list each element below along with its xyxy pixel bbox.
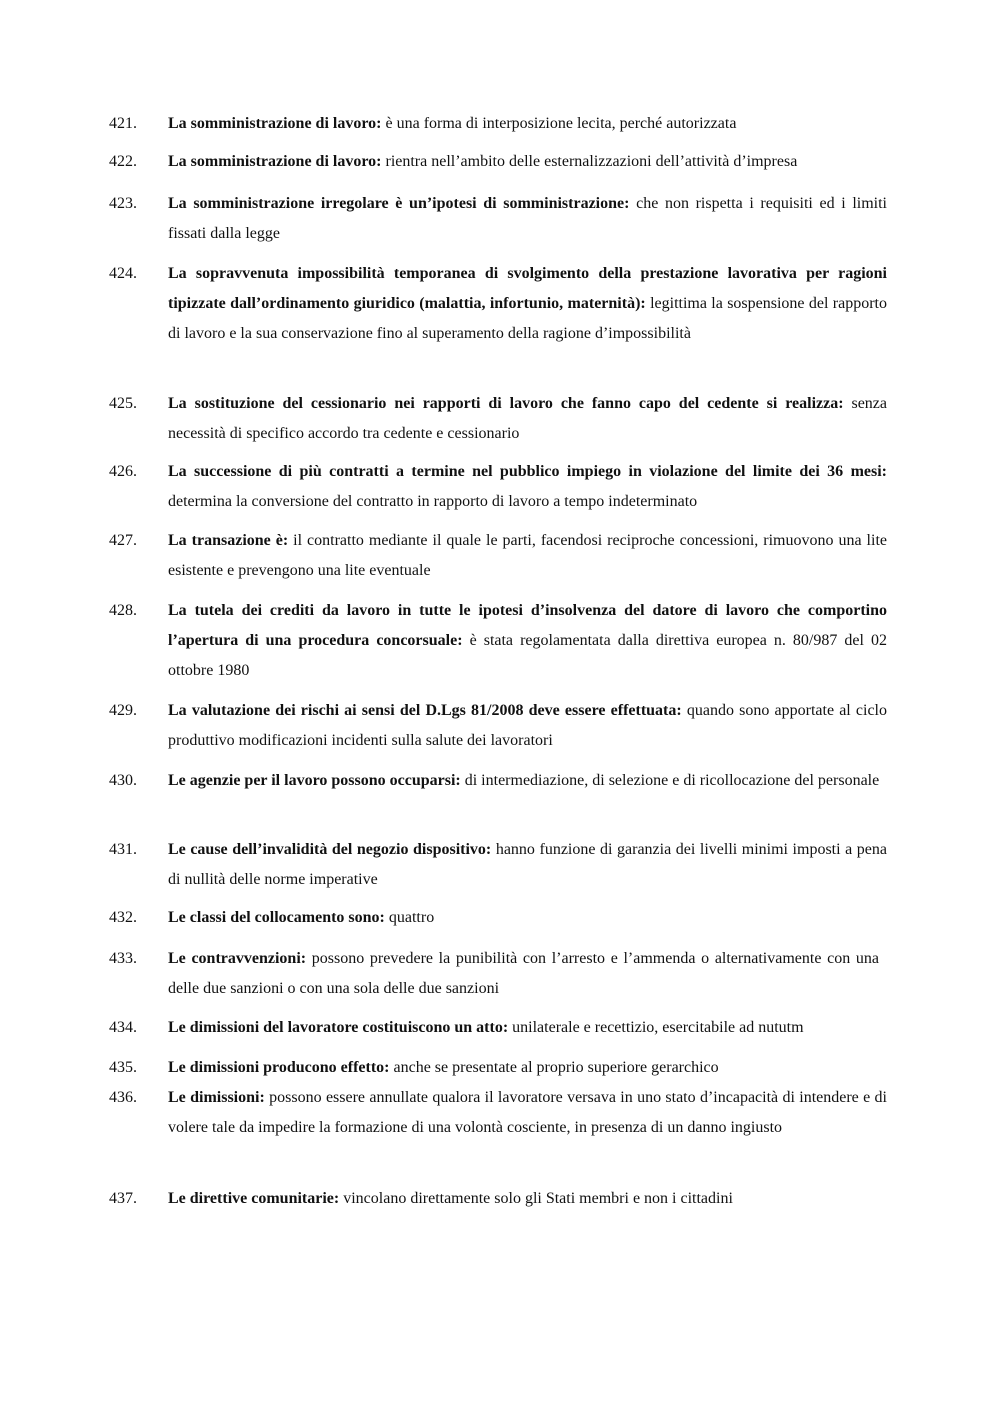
entry-text (168, 389, 887, 449)
entry-definition: rientra nell’ambito delle esternalizzazioni dell’attività d’impresa (381, 153, 798, 170)
entry-definition: di intermediazione, di selezione e di ricollocazione del personale (460, 772, 880, 789)
entry-text (168, 766, 887, 796)
entry-number: 433. (109, 950, 137, 967)
entry-text (168, 147, 887, 177)
entry-text (168, 189, 887, 249)
entry-definition: hanno funzione di garanzia dei livelli minimi imposti a pena di nullità delle norme imperative (168, 841, 887, 888)
entry-term: Le agenzie per il lavoro possono occuparsi: (168, 772, 461, 789)
entry-text (168, 1053, 887, 1083)
entry-text (168, 259, 887, 349)
entry-text (168, 596, 887, 686)
entry-number: 426. (109, 463, 137, 480)
entry-text (168, 903, 887, 933)
entry-text (168, 109, 887, 139)
entry-number: 432. (109, 909, 137, 926)
entry-number: 427. (109, 532, 137, 549)
entry-term: Le dimissioni del lavoratore costituiscono un atto: (168, 1019, 509, 1036)
entry-term: La successione di più contratti a termine nel pubblico impiego in violazione del limite dei 36 mesi: (168, 463, 887, 480)
entry-definition: anche se presentate al proprio superiore gerarchico (389, 1059, 719, 1076)
entry-number: 428. (109, 602, 137, 619)
entry-definition: determina la conversione del contratto in rapporto di lavoro a tempo indeterminato (168, 493, 698, 510)
entry-text (168, 1184, 887, 1214)
entry-number: 423. (109, 195, 137, 212)
entry-text (168, 526, 887, 586)
entry-definition: unilaterale e recettizio, esercitabile ad nututm (508, 1019, 804, 1036)
entry-term: Le dimissioni producono effetto: (168, 1059, 390, 1076)
entry-term: La valutazione dei rischi ai sensi del D.Lgs 81/2008 deve essere effettuata: (168, 702, 682, 719)
entry-term: La sostituzione del cessionario nei rapporti di lavoro che fanno capo del cedente si realizza: (168, 395, 844, 412)
entry-text (168, 1013, 887, 1043)
entry-text (168, 457, 887, 517)
entry-number: 422. (109, 153, 137, 170)
entry-term: Le cause dell’invalidità del negozio dispositivo: (168, 841, 492, 858)
entry-number: 437. (109, 1190, 137, 1207)
entry-definition: vincolano direttamente solo gli Stati membri e non i cittadini (339, 1190, 733, 1207)
entry-definition: legittima la sospensione del rapporto di lavoro e la sua conservazione fino al superamento della ragione d’impossibilità (168, 295, 888, 342)
entry-number: 430. (109, 772, 137, 789)
entry-term: La sopravvenuta impossibilità temporanea di svolgimento della prestazione lavorativa per ragioni tipizzate dall’ordinamento giuridico (malattia, infortunio, maternità): (168, 265, 887, 312)
entry-number: 421. (109, 115, 137, 132)
entry-definition: è una forma di interposizione lecita, perché autorizzata (381, 115, 737, 132)
entry-text (168, 1083, 887, 1143)
entry-term: Le contravvenzioni: (168, 950, 307, 967)
entry-number: 429. (109, 702, 137, 719)
entry-term: La transazione è: (168, 532, 289, 549)
entry-definition: quattro (384, 909, 435, 926)
entry-text (168, 835, 887, 895)
entry-term: La somministrazione di lavoro: (168, 115, 382, 132)
entry-definition: possono prevedere la punibilità con l’arresto e l’ammenda o alternativamente con una delle due sanzioni o con una sola delle due sanzioni (168, 950, 879, 997)
entry-definition: che non rispetta i requisiti ed i limiti fissati dalla legge (168, 195, 887, 242)
entry-number: 424. (109, 265, 137, 282)
entry-text (168, 696, 887, 756)
entry-term: Le classi del collocamento sono: (168, 909, 385, 926)
entry-definition: è stata regolamentata dalla direttiva europea n. 80/987 del 02 ottobre 1980 (168, 632, 888, 679)
entry-term: La tutela dei crediti da lavoro in tutte le ipotesi d’insolvenza del datore di lavoro che comportino l’apertura di una procedura concorsuale: (168, 602, 887, 649)
entry-term: Le dimissioni: (168, 1089, 265, 1106)
entry-definition: senza necessità di specifico accordo tra cedente e cessionario (168, 395, 887, 442)
entry-number: 435. (109, 1059, 137, 1076)
entry-definition: quando sono apportate al ciclo produttivo modificazioni incidenti sulla salute dei lavoratori (168, 702, 887, 749)
entry-number: 425. (109, 395, 137, 412)
entry-number: 431. (109, 841, 137, 858)
entry-definition: possono essere annullate qualora il lavoratore versava in uno stato d’incapacità di intendere e di volere tale da impedire la formazione di una volontà cosciente, in presenza di un danno ingiusto (168, 1089, 888, 1136)
entry-text (168, 944, 879, 1004)
entry-term: La somministrazione di lavoro: (168, 153, 382, 170)
entry-number: 436. (109, 1089, 137, 1106)
entry-definition: il contratto mediante il quale le parti, facendosi reciproche concessioni, rimuovono una lite esistente e prevengono una lite eventuale (168, 532, 887, 579)
entry-term: La somministrazione irregolare è un’ipotesi di somministrazione: (168, 195, 630, 212)
entry-term: Le direttive comunitarie: (168, 1190, 340, 1207)
entry-number: 434. (109, 1019, 137, 1036)
